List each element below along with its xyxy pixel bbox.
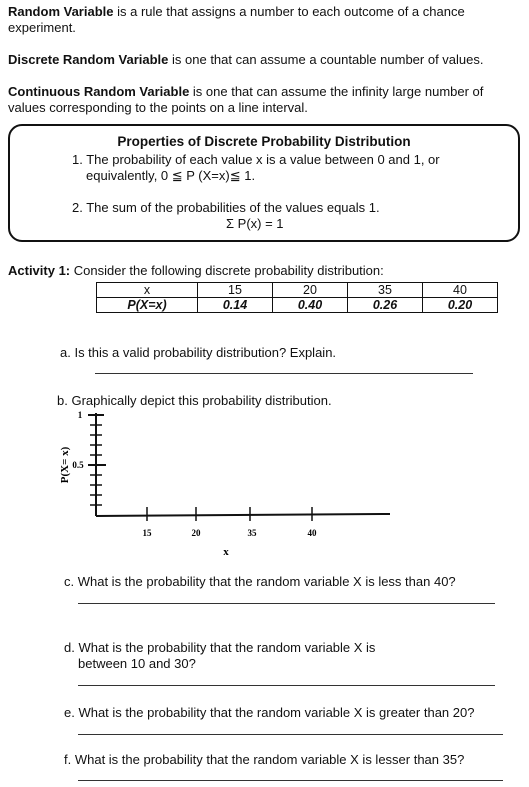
table-cell: 20	[273, 283, 348, 298]
question-d-line-1: d. What is the probability that the random variable X is	[64, 640, 376, 655]
property-2-line-1: 2. The sum of the probabilities of the values equals 1.	[72, 200, 380, 215]
x-tick-label: 20	[191, 528, 201, 538]
y-axis-label: P(X= x)	[59, 446, 71, 484]
x-axis-label: x	[223, 546, 229, 558]
answer-line-d[interactable]	[78, 685, 495, 686]
y-tick-label-1: 1	[77, 410, 83, 420]
definition-random-variable	[8, 4, 524, 36]
definition-text: is a rule that assigns a number to each outcome of a chance experiment.	[8, 4, 465, 35]
activity-text: Consider the following discrete probability distribution:	[70, 263, 384, 278]
answer-line-c[interactable]	[78, 603, 495, 604]
term-random-variable: Random Variable	[8, 4, 114, 19]
question-a: a. Is this a valid probability distribution? Explain.	[60, 345, 337, 360]
x-tick-label: 15	[142, 528, 152, 538]
definition-continuous	[8, 84, 524, 116]
probability-graph	[50, 405, 400, 560]
distribution-table	[96, 282, 498, 313]
table-cell: 35	[348, 283, 423, 298]
term-continuous: Continuous Random Variable	[8, 84, 190, 99]
table-header-x: x	[97, 283, 198, 298]
definition-text: is one that can assume the infinity large number of values corresponding to the points on a line interval.	[8, 84, 484, 115]
table-row-x	[97, 283, 498, 298]
question-d-line-2: between 10 and 30?	[78, 656, 196, 671]
table-cell: 15	[198, 283, 273, 298]
table-cell: 0.40	[273, 298, 348, 313]
definition-discrete	[8, 52, 524, 68]
table-cell: 40	[423, 283, 498, 298]
property-2-line-2: Σ P(x) = 1	[226, 216, 284, 231]
x-tick-label: 40	[307, 528, 317, 538]
y-tick-label-half: 0.5	[72, 460, 84, 470]
definition-text: is one that can assume a countable number of values.	[168, 52, 484, 67]
term-discrete: Discrete Random Variable	[8, 52, 169, 67]
question-f: f. What is the probability that the random variable X is lesser than 35?	[64, 752, 465, 767]
table-cell: 0.14	[198, 298, 273, 313]
table-cell: 0.20	[423, 298, 498, 313]
property-1-line-2: equivalently, 0 ≦ P (X=x)≦ 1.	[86, 168, 256, 183]
answer-line-a[interactable]	[95, 373, 473, 374]
table-row-p	[97, 298, 498, 313]
properties-title: Properties of Discrete Probability Distribution	[117, 134, 411, 149]
x-tick-label: 35	[247, 528, 257, 538]
question-b: b. Graphically depict this probability distribution.	[57, 393, 332, 408]
table-header-p: P(X=x)	[97, 298, 198, 313]
answer-line-f[interactable]	[78, 780, 503, 781]
table-cell: 0.26	[348, 298, 423, 313]
x-axis	[96, 514, 390, 516]
activity-intro	[8, 263, 524, 279]
properties-box	[8, 124, 520, 242]
question-c: c. What is the probability that the random variable X is less than 40?	[64, 574, 456, 589]
answer-line-e[interactable]	[78, 734, 503, 735]
question-e: e. What is the probability that the random variable X is greater than 20?	[64, 705, 475, 720]
property-1-line-1: 1. The probability of each value x is a value between 0 and 1, or	[72, 152, 440, 167]
activity-label: Activity 1:	[8, 263, 71, 278]
